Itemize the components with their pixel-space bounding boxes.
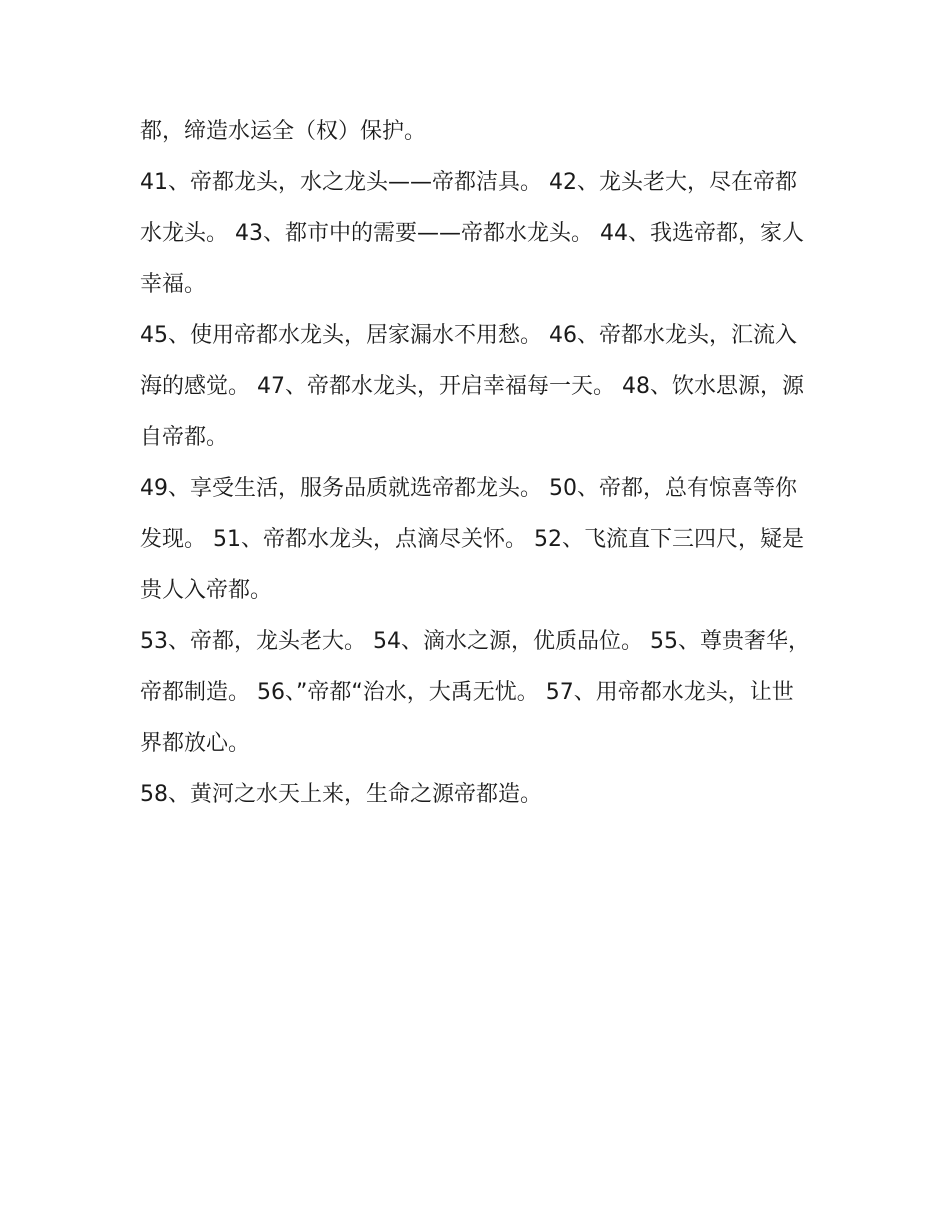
body-text — [140, 106, 810, 820]
paragraph-continuation: 都，缔造水运全（权）保护。 — [140, 119, 427, 144]
paragraph-49-52: 49、享受生活，服务品质就选帝都龙头。 50、帝都，总有惊喜等你发现。 51、帝都水龙头，点滴尽关怀。 52、飞流直下三四尺，疑是贵人入帝都。 — [140, 476, 804, 603]
paragraph-45-48: 45、使用帝都水龙头，居家漏水不用愁。 46、帝都水龙头，汇流入海的感觉。 47、帝都水龙头，开启幸福每一天。 48、饮水思源，源自帝都。 — [140, 323, 804, 450]
paragraph-41-44: 41、帝都龙头，水之龙头——帝都洁具。 42、龙头老大，尽在帝都水龙头。 43、都市中的需要——帝都水龙头。 44、我选帝都，家人幸福。 — [140, 170, 804, 297]
paragraph-53-57: 53、帝都，龙头老大。 54、滴水之源，优质品位。 55、尊贵奢华，帝都制造。 56、”帝都“治水，大禹无忧。 57、用帝都水龙头，让世界都放心。 — [140, 629, 810, 756]
paragraph-58: 58、黄河之水天上来，生命之源帝都造。 — [140, 782, 542, 807]
